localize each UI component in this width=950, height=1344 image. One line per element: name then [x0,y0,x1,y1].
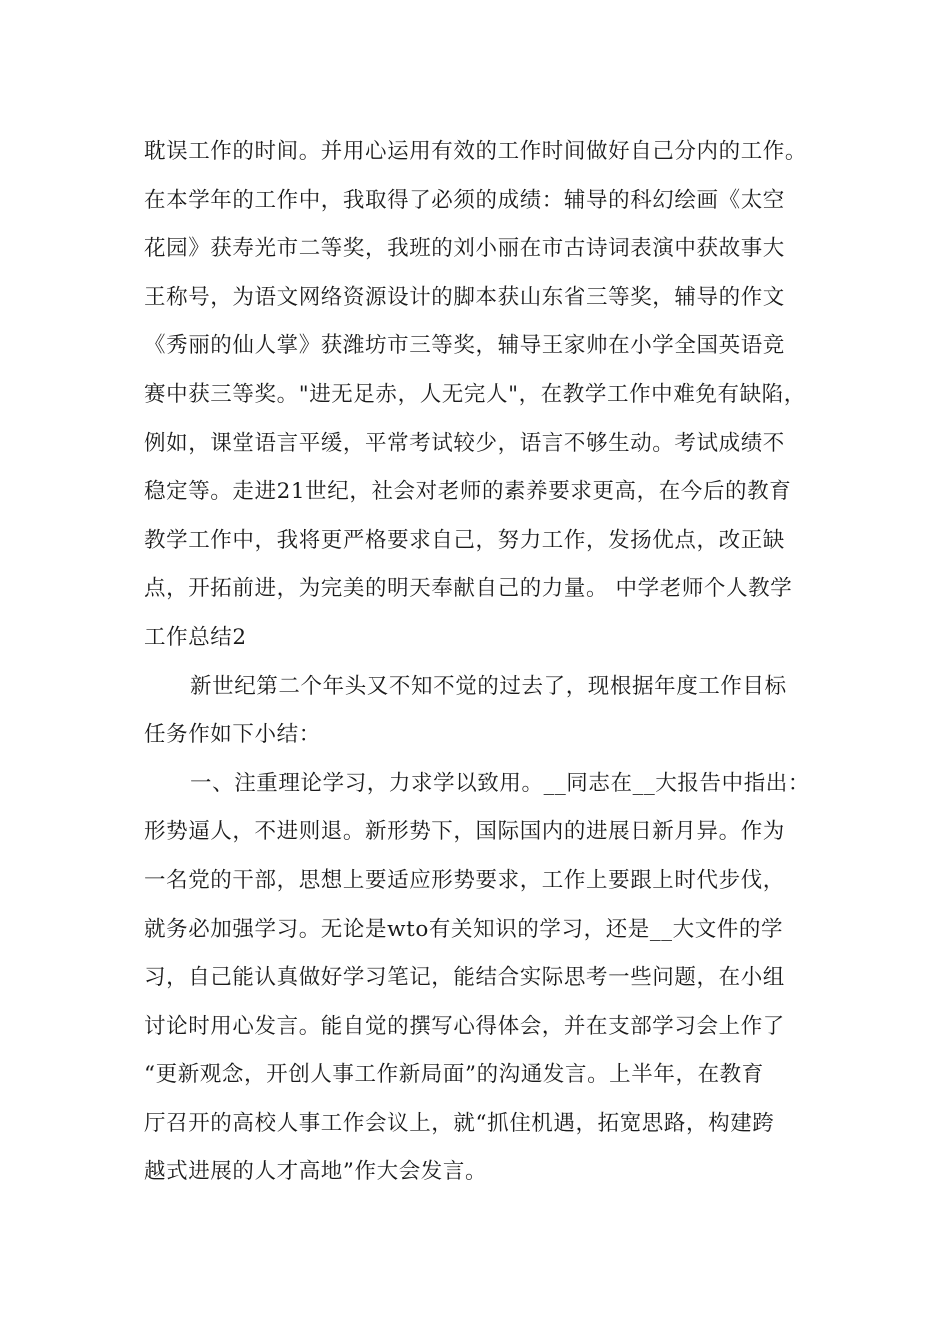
text-line: 形势逼人，不进则退。新形势下，国际国内的进展日新月异。作为 [144,819,785,845]
text-line: 一、注重理论学习，力求学以致用。__同志在__大报告中指出： [190,770,811,796]
text-line: 教学工作中，我将更严格要求自己，努力工作，发扬优点，改正缺 [144,527,785,553]
text-line: 新世纪第二个年头又不知不觉的过去了，现根据年度工作目标 [190,673,787,699]
text-line: 稳定等。走进21世纪，社会对老师的素养要求更高，在今后的教育 [144,479,792,505]
text-line: 就务必加强学习。无论是wto有关知识的学习，还是__大文件的学 [144,916,784,942]
text-line: “更新观念，开创人事工作新局面”的沟通发言。上半年，在教育 [144,1062,764,1088]
text-line: 讨论时用心发言。能自觉的撰写心得体会，并在支部学习会上作了 [144,1013,785,1039]
text-line: 例如，课堂语言平缓，平常考试较少，语言不够生动。考试成绩不 [144,430,785,456]
text-line: 习，自己能认真做好学习笔记，能结合实际思考一些问题，在小组 [144,965,785,991]
text-line: 任务作如下小结： [144,722,321,748]
text-line: 厅召开的高校人事工作会议上，就“抓住机遇，拓宽思路，构建跨 [144,1110,775,1136]
text-line: 赛中获三等奖。"进无足赤，人无完人"，在教学工作中难免有缺陷， [144,381,806,407]
text-line: 工作总结2 [144,624,247,650]
text-line: 耽误工作的时间。并用心运用有效的工作时间做好自己分内的工作。 [144,139,808,164]
text-line: 《秀丽的仙人掌》获潍坊市三等奖，辅导王家帅在小学全国英语竞 [144,333,785,359]
text-line: 花园》获寿光市二等奖，我班的刘小丽在市古诗词表演中获故事大 [144,236,785,262]
document-body [144,128,844,1197]
text-line: 点，开拓前进，为完美的明天奉献自己的力量。 中学老师个人教学 [144,576,793,602]
text-line: 越式进展的人才高地”作大会发言。 [144,1159,488,1185]
text-line: 一名党的干部，思想上要适应形势要求，工作上要跟上时代步伐， [144,867,785,893]
text-line: 在本学年的工作中，我取得了必须的成绩：辅导的科幻绘画《太空 [144,187,785,213]
text-line: 王称号，为语文网络资源设计的脚本获山东省三等奖，辅导的作文 [144,284,785,310]
